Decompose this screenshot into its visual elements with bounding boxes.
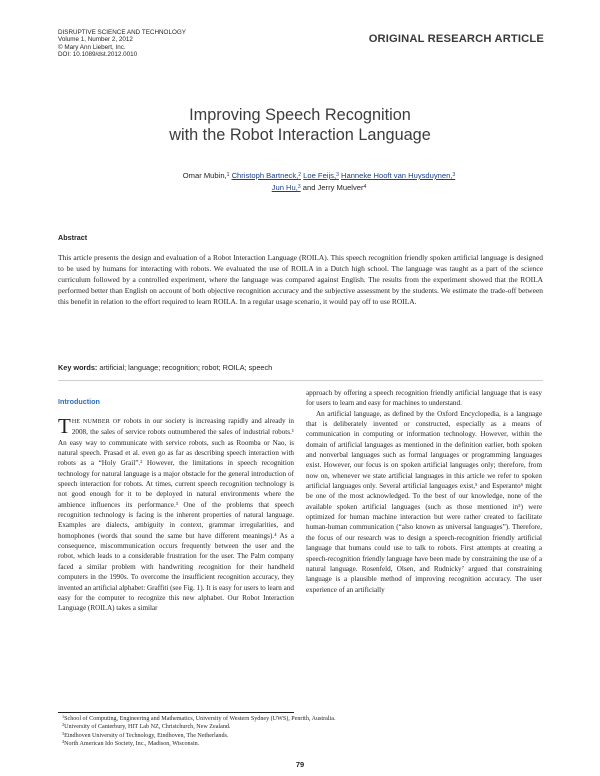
- author-link-2[interactable]: Christoph Bartneck,$^2$: [231, 171, 302, 180]
- journal-copyright: © Mary Ann Liebert, Inc.: [58, 43, 126, 51]
- body-column-right: [306, 388, 542, 595]
- intro-paragraph-1-continued: approach by offering a speech recognition friendly artificial language that is easy for users to learn and easy for machines to understand.: [306, 389, 542, 408]
- footnote-3: $^3$Eindhoven University of Technology, Eindhoven, The Netherlands.: [62, 730, 229, 739]
- journal-doi: DOI: 10.1089/dst.2012.0010: [58, 51, 138, 59]
- author-1: Omar Mubin,$^1$: [182, 171, 230, 180]
- author-list: [150, 170, 488, 193]
- footnote-1: $^1$School of Computing, Engineering and Mathematics, University of Western Sydney (UWS), Penrith, Australia.: [62, 714, 336, 722]
- section-divider: [58, 380, 543, 381]
- title-line-2: with the Robot Interaction Language: [169, 126, 431, 144]
- smallcaps-lead: HE NUMBER OF: [71, 419, 121, 425]
- author-link-3[interactable]: Loe Feijs,$^3$: [303, 171, 339, 180]
- drop-cap: T: [58, 414, 71, 438]
- author-6: and Jerry Muelver$^4$: [302, 182, 367, 192]
- title-line-1: Improving Speech Recognition: [189, 106, 411, 124]
- article-type: ORIGINAL RESEARCH ARTICLE: [368, 33, 544, 45]
- keywords-text: artificial; language; recognition; robot; ROILA; speech: [99, 363, 273, 372]
- footnote-2: $^2$University of Canterbury, HIT Lab NZ, Christchurch, New Zealand.: [62, 722, 231, 731]
- introduction-heading: Introduction: [58, 397, 100, 406]
- abstract-text: This article presents the design and evaluation of a Robot Interaction Language (ROILA). This speech recognition friendly spoken artificial language is designed to be used by humans for interacting with robots. We evaluated the use of ROILA in a Dutch high school. The language was taught as a part of the science curriculum followed by a controlled experiment, where the language was compared against English. The results from the experiment showed that the ROILA performed better than English on account of both objective recognition accuracy and the subjective assessment by the students. We estimate the trade-off between this benefit in relation to the effort required to learn ROILA. In a regular usage scenario, it would pay off to use ROILA.: [58, 253, 543, 306]
- abstract-heading: Abstract: [58, 233, 88, 242]
- footnote-rule: [58, 712, 294, 713]
- intro-paragraph-2: An artificial language, as defined by the Oxford Encyclopedia, is a language that is deliberately invented or constructed, especially as a means of communication in computing or information technology. However, within the domain of artificial languages as mentioned in the definition earlier, both spoken and nonverbal languages such as formal languages or programming languages exist. However, our focus is on spoken artificial languages only; therefore, from now on, whenever we state artificial languages in this article we refer to spoken artificial languages only. Several artificial languages exist,⁵ and Esperanto⁶ might be one of the most acknowledged. To the best of our knowledge, none of the available spoken artificial languages (such as those mentioned in⁵) were optimized for human machine interaction but were rather created to facilitate human-human communication (“also known as universal languages”). Therefore, the focus of our research was to design a speech-recognition friendly artificial language that humans could use to talk to robots. First attempts at creating a speech-recognition friendly language have been made by constraining the use of a natural language. Rosenfeld, Olsen, and Rudnicky⁷ argued that constraining language is a plausible method of improving recognition accuracy. The user experience of an artificially: [306, 409, 542, 594]
- keywords: [58, 363, 543, 372]
- footnote-4: $^4$North American Ido Society, Inc., Madison, Wisconsin.: [62, 738, 200, 747]
- author-link-4[interactable]: Hanneke Hooft van Huysduynen,$^3$: [341, 171, 456, 180]
- article-title: [0, 105, 600, 145]
- page-number: 79: [295, 760, 305, 769]
- author-link-5[interactable]: Jun Hu,$^3$: [271, 182, 301, 192]
- footnotes: [62, 715, 482, 748]
- intro-paragraph-1: robots in our society is increasing rapidly and already in 2008, the sales of service robots outnumbered the sales of industrial robots.¹ An easy way to communicate with service robots, such as Roomba or Nao, is natural speech. Prasad et al. even go as far as describing speech interaction with robots as a “Holy Grail”.² However, the limitations in speech recognition technology for natural language is a major obstacle for the general introduction of speech interaction for robots. At times, current speech recognition technology is not good enough for it to be deployed in natural environments where the ambience influences its performance.³ One of the problems that speech recognition technology is facing is the inherent properties of natural language. Examples are dialects, ambiguity in context, grammar irregularities, and homophones (words that sound the same but have different meanings).⁴ As a consequence, miscommunication occurs frequently between the user and the robot, which leads to a considerable frustration for the user. The Palm company faced a similar problem with handwriting recognition for their handheld computers in the 1990s. To overcome the insufficient recognition accuracy, they invented an artificial alphabet: Graffiti (see Fig. 1). It is easy for users to learn and easy for the computer to recognize this new alphabet. Our Robot Interaction Language (ROILA) takes a similar: [58, 417, 294, 613]
- body-column-left: [58, 416, 294, 614]
- keywords-label: Key words:: [58, 363, 98, 372]
- journal-info: [58, 29, 258, 59]
- journal-volume: Volume 1, Number 2, 2012: [58, 36, 133, 44]
- journal-name: DISRUPTIVE SCIENCE AND TECHNOLOGY: [58, 29, 186, 36]
